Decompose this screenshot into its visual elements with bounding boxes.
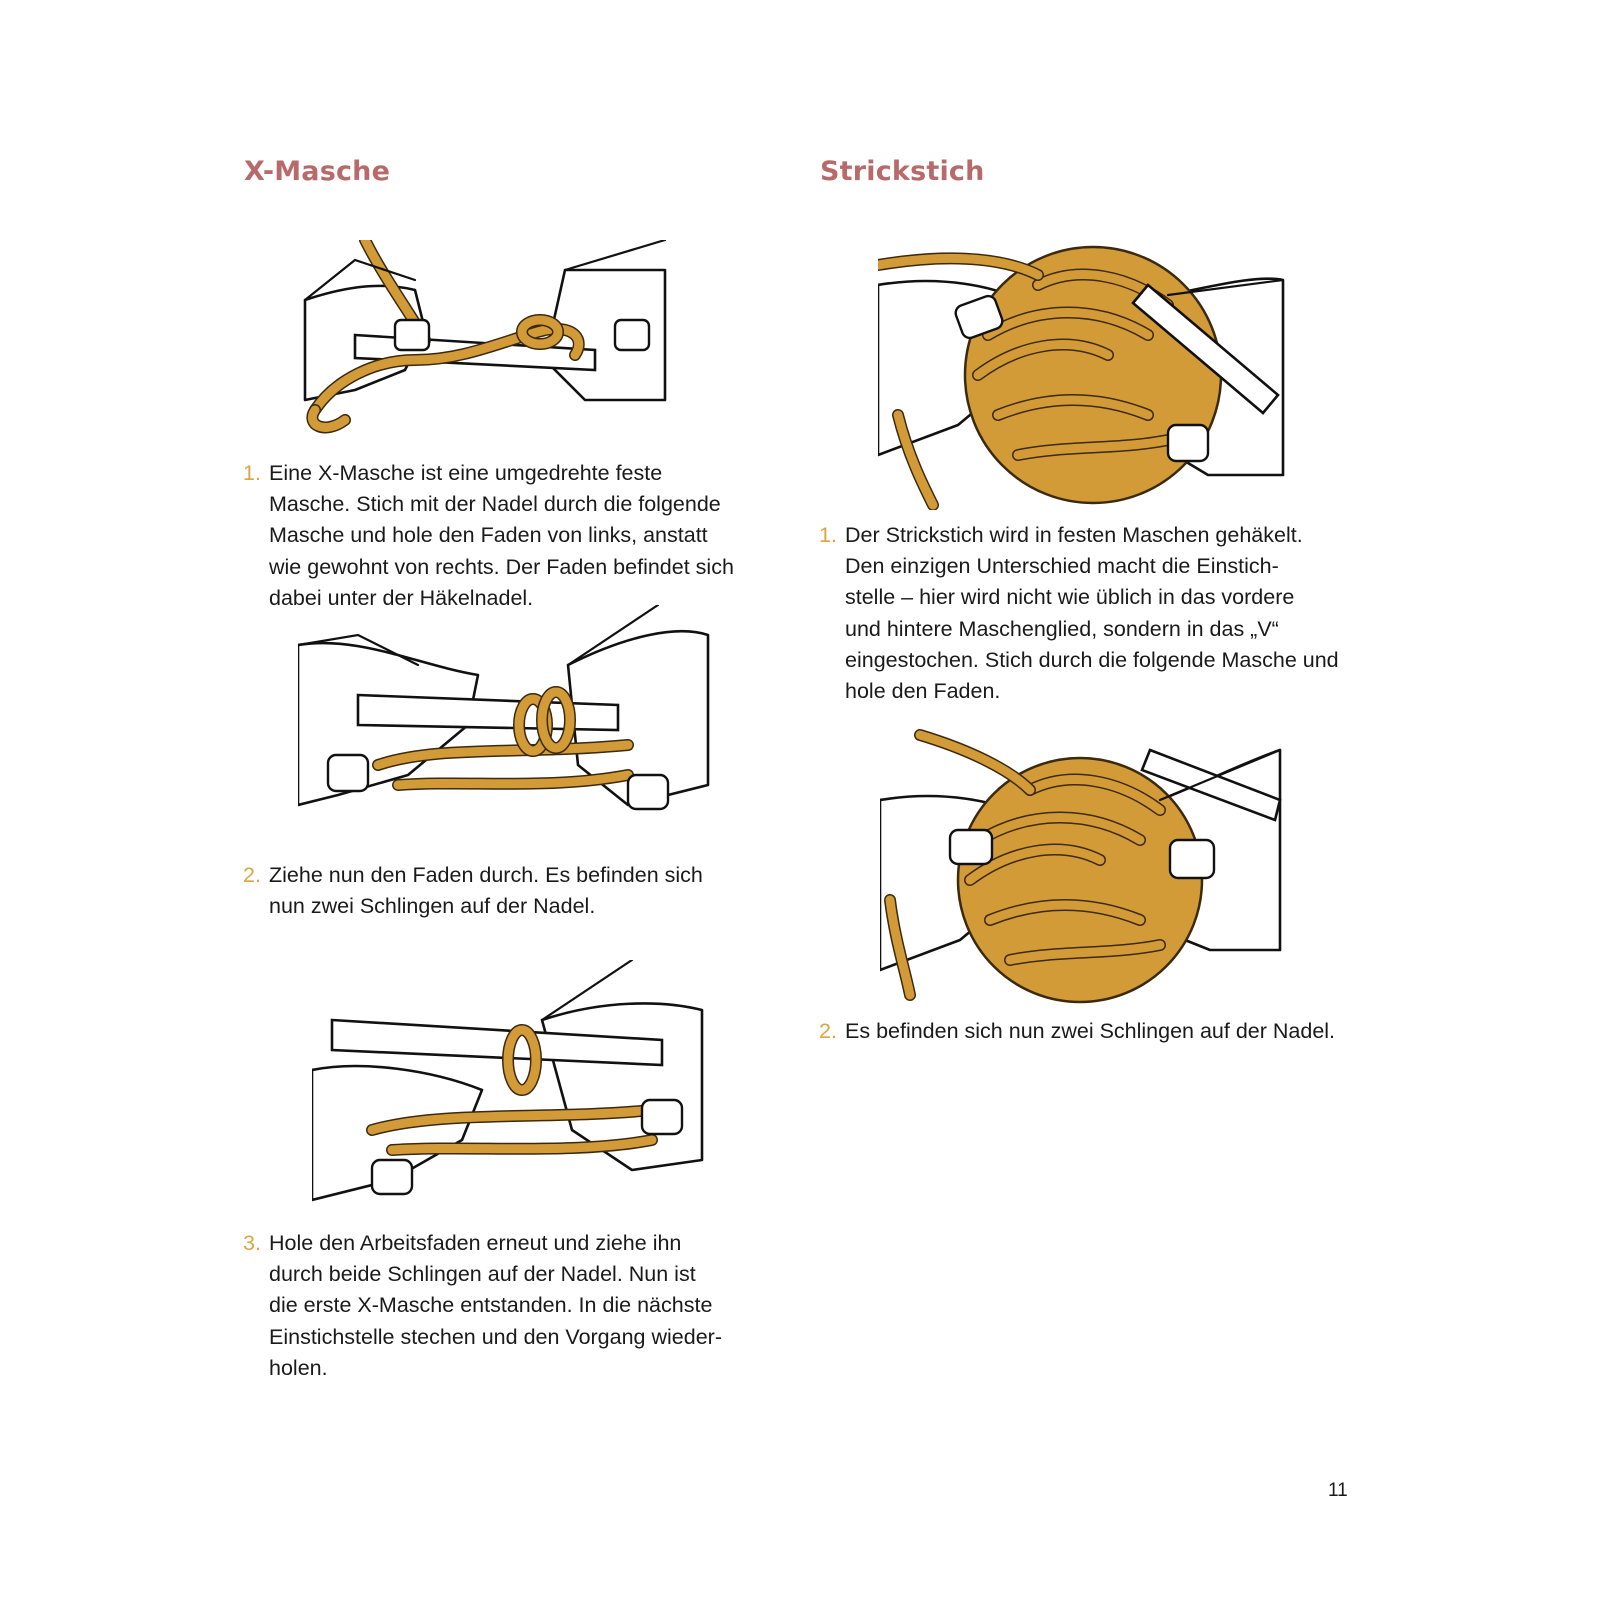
step-number: 3. <box>243 1231 261 1255</box>
left-step-2 <box>243 860 769 922</box>
step-text-line: Hole den Arbeitsfaden erneut und ziehe ihn <box>269 1231 682 1255</box>
step-number: 2. <box>243 863 261 887</box>
step-text-line: stelle – hier wird nicht wie üblich in das vordere <box>845 585 1295 610</box>
step-text-line: Masche. Stich mit der Nadel durch die folgende <box>269 492 721 517</box>
step-text-line: nun zwei Schlingen auf der Nadel. <box>269 894 596 919</box>
step-text-line: durch beide Schlingen auf der Nadel. Nun ist <box>269 1262 696 1287</box>
step-text-line: Einstichstelle stechen und den Vorgang wieder- <box>269 1324 722 1349</box>
step-number: 2. <box>819 1019 837 1043</box>
page-number: 11 <box>1328 1480 1348 1501</box>
step-text-line: Der Strickstich wird in festen Maschen gehäkelt. <box>845 523 1303 547</box>
step-number: 1. <box>243 461 261 485</box>
step-text-line: wie gewohnt von rechts. Der Faden befindet sich <box>269 554 734 579</box>
left-section-title: X-Masche <box>244 156 391 187</box>
right-section-title: Strickstich <box>820 156 985 187</box>
crochet-illustration-right-1 <box>878 225 1288 510</box>
step-text-line: und hintere Maschenglied, sondern in das „V“ <box>845 616 1279 641</box>
step-text-line: dabei unter der Häkelnadel. <box>269 585 534 610</box>
step-text-line: eingestochen. Stich durch die folgende Masche und <box>845 647 1339 672</box>
step-text-line: die erste X-Masche entstanden. In die nächste <box>269 1293 713 1318</box>
crochet-illustration-right-2 <box>880 720 1285 1005</box>
step-text-line: Ziehe nun den Faden durch. Es befinden sich <box>269 863 703 887</box>
right-step-1 <box>819 520 1365 707</box>
step-text-line: Eine X-Masche ist eine umgedrehte feste <box>269 461 663 485</box>
step-number: 1. <box>819 523 837 547</box>
left-step-3 <box>243 1228 769 1384</box>
step-text-line: hole den Faden. <box>845 679 1001 704</box>
crochet-illustration-left-1 <box>295 240 675 440</box>
step-text-line: Es befinden sich nun zwei Schlingen auf der Nadel. <box>845 1019 1336 1043</box>
left-step-1 <box>243 458 769 614</box>
crochet-illustration-left-2 <box>298 605 718 830</box>
step-text-line: Masche und hole den Faden von links, anstatt <box>269 523 708 548</box>
right-step-2 <box>819 1016 1385 1047</box>
crochet-illustration-left-3 <box>312 960 712 1205</box>
step-text-line: holen. <box>269 1355 328 1380</box>
step-text-line: Den einzigen Unterschied macht die Einstich- <box>845 554 1279 579</box>
